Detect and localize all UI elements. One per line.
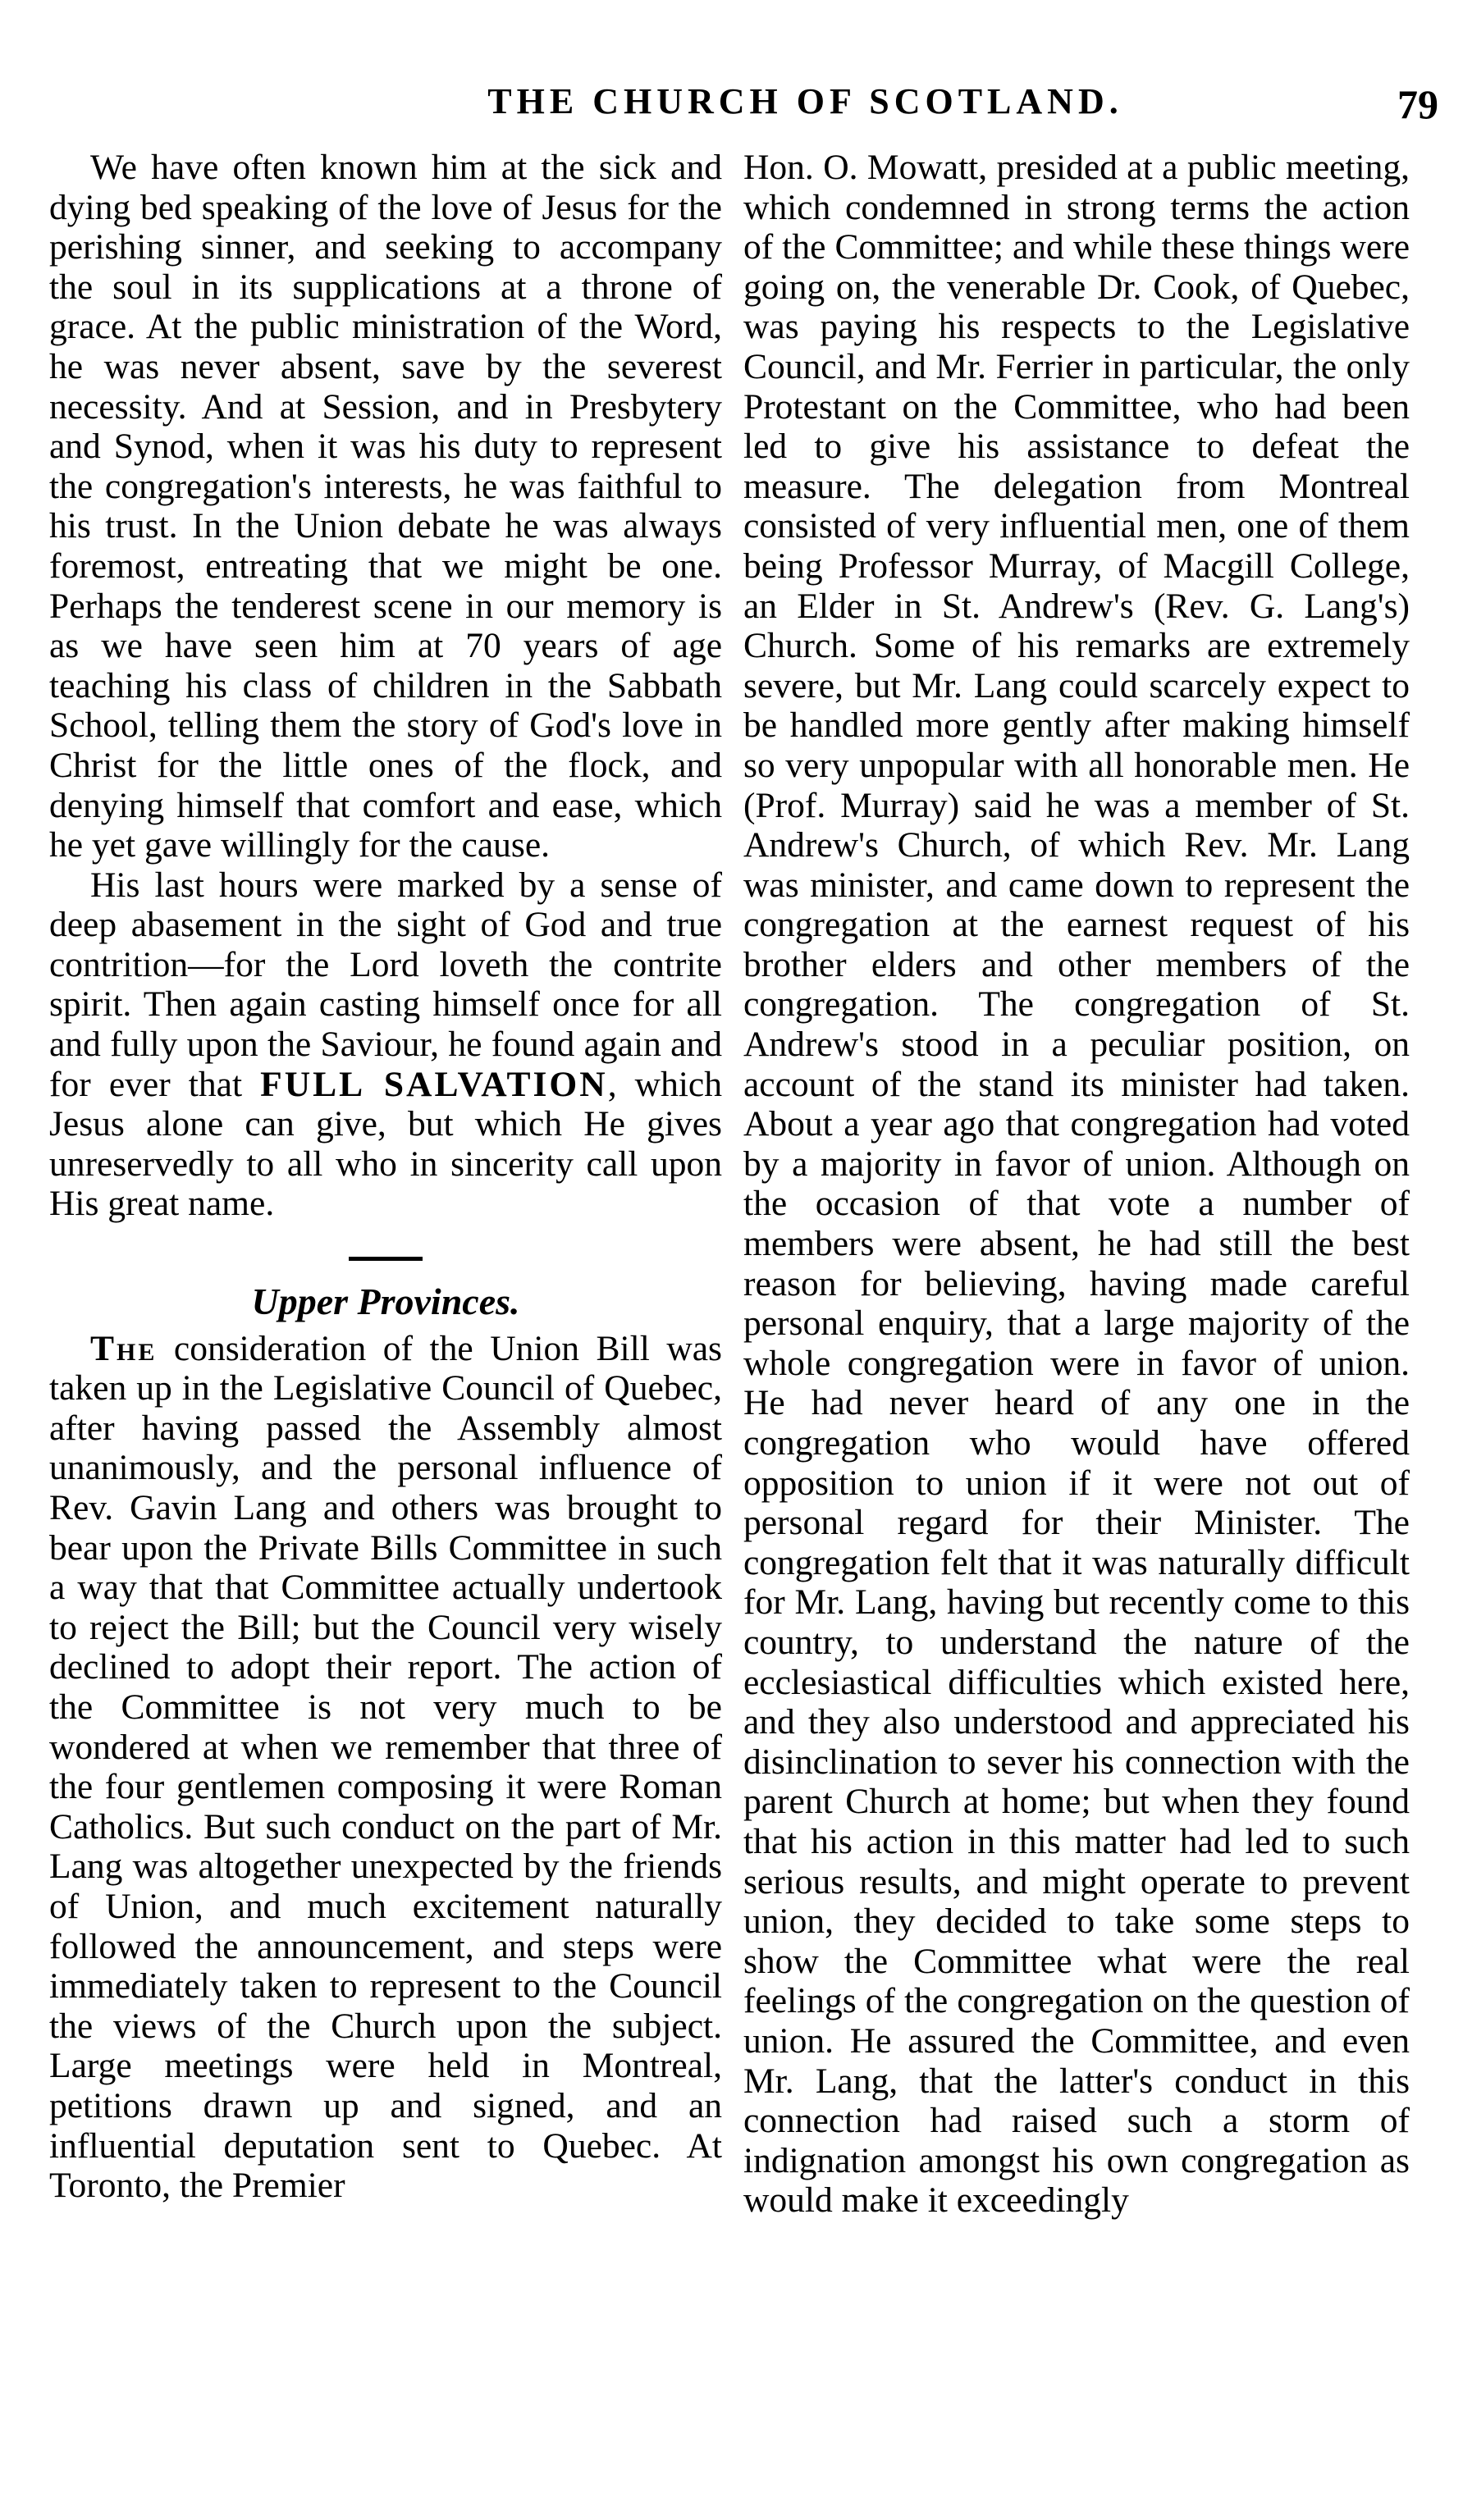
- paragraph-continued: Hon. O. Mowatt, presided at a public meeting, which condemned in strong terms the action of the Committee; and while these things were going on, the venerable Dr. Cook, of Quebec, was paying his respects to the Legislative Council, and Mr. Ferrier in particular, the only Protestant on the Committee, who had been led to give his assistance to defeat the measure. The delegation from Montreal consisted of very influential men, one of them being Professor Murray, of Macgill College, an Elder in St. Andrew's (Rev. G. Lang's) Church. Some of his remarks are extremely severe, but Mr. Lang could scarcely expect to be handled more gently after making himself so very unpopular with all honorable men. He (Prof. Murray) said he was a member of St. Andrew's Church, of which Rev. Mr. Lang was minister, and came down to represent the congregation at the earnest request of his brother elders and other members of the congregation. The congregation of St. Andrew's stood in a peculiar position, on account of the stand its minister had taken. About a year ago that congregation had voted by a majority in favor of union. Although on the occasion of that vote a number of members were absent, he had still the best reason for believing, having made careful personal enquiry, that a large majority of the whole congregation were in favor of union. He had never heard of any one in the congregation who would have offered opposition to union if it were not out of personal regard for their Minister. The congregation felt that it was naturally difficult for Mr. Lang, having but recently come to this country, to understand the nature of the ecclesiastical difficulties which existed here, and they also understood and appreciated his disinclination to sever his connection with the parent Church at home; but when they found that his action in this matter had led to such serious results, and might operate to prevent union, they decided to take some steps to show the Committee what were the real feelings of the congregation on the question of union. He assured the Committee, and even Mr. Lang, that the latter's conduct in this connection had raised such a storm of indignation amongst his own congregation as would make it exceedingly: [743, 148, 1410, 2221]
- right-column: [743, 148, 1410, 2477]
- page-number: 79: [1397, 81, 1438, 127]
- running-title: THE CHURCH OF SCOTLAND.: [487, 81, 1123, 121]
- paragraph-last-hours-end: , which Jesus alone can give, but which He gives unreservedly to all who in sincerity call upon His great name.: [49, 1064, 722, 1224]
- full-salvation-emphasis: FULL SALVATION: [260, 1064, 608, 1104]
- paragraph-union-bill: [49, 1329, 722, 2206]
- paragraph-union-bill-text: consideration of the Union Bill was taken up in the Legislative Council of Quebec, after having passed the Assembly almost unanimously, and the personal influence of Rev. Gavin Lang and others was brought to bear upon the Private Bills Committee in such a way that that Committee actually undertook to reject the Bill; but the Council very wisely declined to adopt their report. The action of the Committee is not very much to be wondered at when we remember that three of the four gentlemen composing it were Roman Catholics. But such conduct on the part of Mr. Lang was altogether unexpected by the friends of Union, and much excitement naturally followed the announcement, and steps were immediately taken to represent to the Council the views of the Church upon the subject. Large meetings were held in Montreal, petitions drawn up and signed, and an influential deputation sent to Quebec. At Toronto, the Premier: [49, 1328, 722, 2206]
- left-column: [49, 148, 722, 2477]
- paragraph-last-hours-text: His last hours were marked by a sense of deep abasement in the sight of God and true contrition—for the Lord loveth the contrite spirit. Then again casting himself once for all and fully upon the Saviour, he found again and for ever that: [49, 865, 722, 1104]
- paragraph-sick-bed: We have often known him at the sick and dying bed speaking of the love of Jesus for the perishing sinner, and seeking to accompany the soul in its supplications at a throne of grace. At the public ministration of the Word, he was never absent, save by the severest necessity. And at Session, and in Presbytery and Synod, when it was his duty to represent the congregation's interests, he was faithful to his trust. In the Union debate he was always foremost, entreating that we might be one. Perhaps the tenderest scene in our memory is as we have seen him at 70 years of age teaching his class of children in the Sabbath School, telling them the story of God's love in Christ for the little ones of the flock, and denying himself that comfort and ease, which he yet gave willingly for the cause.: [49, 148, 722, 865]
- paragraph-last-hours: [49, 865, 722, 1224]
- paragraph-lead-word: The: [90, 1328, 158, 1368]
- section-heading: Upper Provinces.: [251, 1281, 520, 1323]
- section-divider: [349, 1257, 423, 1261]
- page-header: [49, 48, 1438, 127]
